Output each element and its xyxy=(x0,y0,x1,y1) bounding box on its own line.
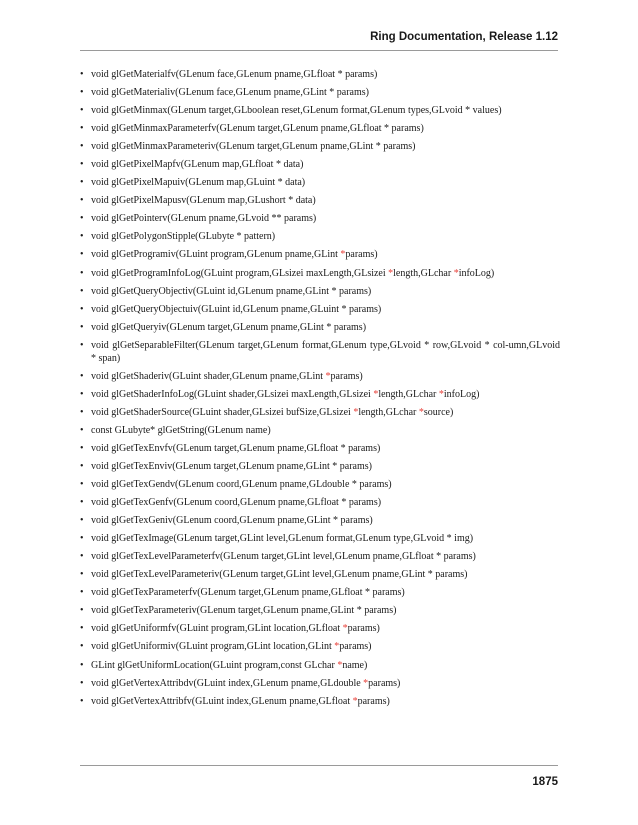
function-signature: void glGetProgramInfoLog(GLuint program,GLsizei maxLength,GLsizei *length,GLchar *infoLog) xyxy=(91,267,495,279)
bullet-icon: • xyxy=(80,623,84,635)
bullet-icon: • xyxy=(80,213,84,225)
bullet-icon: • xyxy=(80,569,84,581)
function-signature: void glGetTexGeniv(GLenum coord,GLenum pname,GLint * params) xyxy=(91,515,373,527)
list-item xyxy=(80,586,560,599)
list-item xyxy=(80,695,560,708)
list-item xyxy=(80,176,560,189)
bullet-icon: • xyxy=(80,424,84,436)
list-item xyxy=(80,604,560,617)
bullet-icon: • xyxy=(80,249,84,261)
function-signature: void glGetPolygonStipple(GLubyte * pattern) xyxy=(91,231,276,243)
list-item xyxy=(80,339,563,365)
list-item xyxy=(80,285,560,298)
list-item xyxy=(80,442,560,455)
function-signature: void glGetPixelMapfv(GLenum map,GLfloat * data) xyxy=(91,159,304,171)
function-signature: void glGetShaderiv(GLuint shader,GLenum pname,GLint *params) xyxy=(91,370,363,382)
function-signature: void glGetMaterialfv(GLenum face,GLenum pname,GLfloat * params) xyxy=(91,69,378,80)
page-header xyxy=(80,26,558,51)
function-signature: void glGetMaterialiv(GLenum face,GLenum pname,GLint * params) xyxy=(91,87,369,99)
function-signature: void glGetUniformiv(GLuint program,GLint location,GLint *params) xyxy=(91,641,372,653)
bullet-icon: • xyxy=(80,442,84,454)
bullet-icon: • xyxy=(80,677,84,689)
page-number: 1875 xyxy=(532,776,558,788)
function-signature: void glGetSeparableFilter(GLenum target,GLenum format,GLenum type,GLvoid * row,GLvoid * col-umn,GLvoid * span) xyxy=(91,339,563,364)
list-item xyxy=(80,659,560,672)
list-item xyxy=(80,158,560,171)
bullet-icon: • xyxy=(80,497,84,509)
bullet-icon: • xyxy=(80,285,84,297)
list-item xyxy=(80,248,560,261)
bullet-icon: • xyxy=(80,551,84,563)
list-item xyxy=(80,388,560,401)
list-item xyxy=(80,406,560,419)
function-signature: void glGetUniformfv(GLuint program,GLint location,GLfloat *params) xyxy=(91,623,380,635)
bullet-icon: • xyxy=(80,87,84,99)
list-item xyxy=(80,321,560,334)
bullet-icon: • xyxy=(80,406,84,418)
function-signature: void glGetMinmaxParameterfv(GLenum target,GLenum pname,GLfloat * params) xyxy=(91,123,424,135)
function-signature: void glGetPointerv(GLenum pname,GLvoid ** params) xyxy=(91,213,317,225)
bullet-icon: • xyxy=(80,479,84,491)
bullet-icon: • xyxy=(80,159,84,171)
list-item xyxy=(80,677,560,690)
function-signature: void glGetMinmaxParameteriv(GLenum target,GLenum pname,GLint * params) xyxy=(91,141,416,153)
list-item xyxy=(80,478,560,491)
list-item xyxy=(80,568,560,581)
function-signature: void glGetPixelMapuiv(GLenum map,GLuint * data) xyxy=(91,177,306,189)
bullet-icon: • xyxy=(80,587,84,599)
function-signature: void glGetMinmax(GLenum target,GLboolean reset,GLenum format,GLenum types,GLvoid * values) xyxy=(91,105,502,117)
list-item xyxy=(80,514,560,527)
list-item xyxy=(80,212,560,225)
bullet-icon: • xyxy=(80,659,84,671)
bullet-icon: • xyxy=(80,267,84,279)
function-signature-list xyxy=(80,68,563,713)
bullet-icon: • xyxy=(80,370,84,382)
function-signature: void glGetShaderInfoLog(GLuint shader,GLsizei maxLength,GLsizei *length,GLchar *infoLog) xyxy=(91,388,480,400)
list-item xyxy=(80,622,560,635)
bullet-icon: • xyxy=(80,515,84,527)
bullet-icon: • xyxy=(80,460,84,472)
list-item xyxy=(80,122,560,135)
list-item xyxy=(80,86,560,99)
list-item xyxy=(80,370,560,383)
list-item xyxy=(80,424,560,437)
bullet-icon: • xyxy=(80,533,84,545)
list-item xyxy=(80,532,560,545)
bullet-icon: • xyxy=(80,69,84,80)
bullet-icon: • xyxy=(80,388,84,400)
bullet-icon: • xyxy=(80,195,84,207)
function-signature: void glGetTexParameterfv(GLenum target,GLenum pname,GLfloat * params) xyxy=(91,587,405,599)
list-item xyxy=(80,140,560,153)
list-item xyxy=(80,194,560,207)
list-item xyxy=(80,640,560,653)
function-signature: void glGetProgramiv(GLuint program,GLenum pname,GLint *params) xyxy=(91,249,378,261)
bullet-icon: • xyxy=(80,231,84,243)
list-item xyxy=(80,460,560,473)
function-signature: void glGetTexGenfv(GLenum coord,GLenum pname,GLfloat * params) xyxy=(91,497,382,509)
bullet-icon: • xyxy=(80,141,84,153)
bullet-icon: • xyxy=(80,177,84,189)
page-footer xyxy=(80,765,558,788)
document-title: Ring Documentation, Release 1.12 xyxy=(370,31,558,43)
bullet-icon: • xyxy=(80,605,84,617)
list-item xyxy=(80,68,560,81)
function-signature: void glGetTexGendv(GLenum coord,GLenum pname,GLdouble * params) xyxy=(91,479,392,491)
list-item xyxy=(80,550,560,563)
bullet-icon: • xyxy=(80,641,84,653)
bullet-icon: • xyxy=(80,339,84,351)
function-signature: void glGetQueryiv(GLenum target,GLenum pname,GLint * params) xyxy=(91,321,367,333)
list-item xyxy=(80,496,560,509)
function-signature: void glGetVertexAttribfv(GLuint index,GLenum pname,GLfloat *params) xyxy=(91,695,390,707)
function-signature: void glGetQueryObjectuiv(GLuint id,GLenum pname,GLuint * params) xyxy=(91,303,382,315)
function-signature: void glGetVertexAttribdv(GLuint index,GLenum pname,GLdouble *params) xyxy=(91,677,401,689)
bullet-icon: • xyxy=(80,123,84,135)
list-item xyxy=(80,230,560,243)
function-signature: void glGetTexEnvfv(GLenum target,GLenum pname,GLfloat * params) xyxy=(91,442,381,454)
function-signature: void glGetQueryObjectiv(GLuint id,GLenum pname,GLint * params) xyxy=(91,285,372,297)
bullet-icon: • xyxy=(80,695,84,707)
function-signature: void glGetTexParameteriv(GLenum target,GLenum pname,GLint * params) xyxy=(91,605,397,617)
function-signature: void glGetTexLevelParameteriv(GLenum target,GLint level,GLenum pname,GLint * params) xyxy=(91,569,468,581)
list-item xyxy=(80,104,560,117)
function-signature: void glGetTexImage(GLenum target,GLint level,GLenum format,GLenum type,GLvoid * img) xyxy=(91,533,474,545)
list-item xyxy=(80,267,560,280)
bullet-icon: • xyxy=(80,303,84,315)
function-signature: void glGetTexEnviv(GLenum target,GLenum pname,GLint * params) xyxy=(91,460,372,472)
function-signature: GLint glGetUniformLocation(GLuint program,const GLchar *name) xyxy=(91,659,368,671)
function-signature: const GLubyte* glGetString(GLenum name) xyxy=(91,424,271,436)
function-signature: void glGetShaderSource(GLuint shader,GLsizei bufSize,GLsizei *length,GLchar *source) xyxy=(91,406,454,418)
list-item xyxy=(80,303,560,316)
bullet-icon: • xyxy=(80,105,84,117)
bullet-icon: • xyxy=(80,321,84,333)
function-signature: void glGetPixelMapusv(GLenum map,GLushort * data) xyxy=(91,195,316,207)
function-signature: void glGetTexLevelParameterfv(GLenum target,GLint level,GLenum pname,GLfloat * params) xyxy=(91,551,476,563)
